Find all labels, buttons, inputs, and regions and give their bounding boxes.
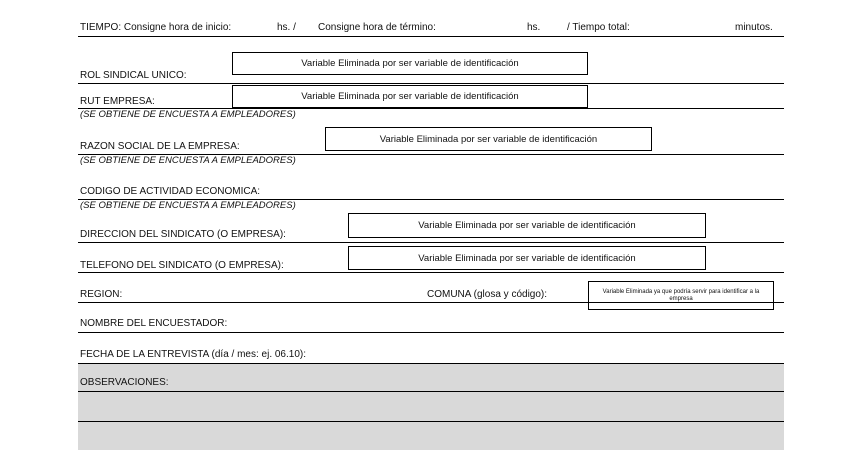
tiempo-termino-label: Consigne hora de término: [318,22,436,33]
row-line-region [78,302,784,303]
row-line-telefono [78,272,784,273]
row-line-encuestador [78,332,784,333]
comuna-label: COMUNA (glosa y código): [427,289,548,300]
razon-label: RAZON SOCIAL DE LA EMPRESA: [80,141,240,152]
tiempo-total-label: / Tiempo total: [567,22,630,33]
comuna-field[interactable]: Variable Eliminada ya que podría servir para identificar a la empresa [588,281,774,310]
rut-field[interactable]: Variable Eliminada por ser variable de identificación [232,85,588,108]
fecha-label: FECHA DE LA ENTREVISTA (día / mes: ej. 06.10): [80,349,307,360]
tiempo-minutos: minutos. [735,22,773,33]
rut-note: (SE OBTIENE DE ENCUESTA A EMPLEADORES) [80,109,296,120]
encuestador-label: NOMBRE DEL ENCUESTADOR: [80,318,228,329]
observaciones-label: OBSERVACIONES: [80,377,169,388]
row-line-rol [78,83,784,84]
row-line-observaciones-2 [78,421,784,422]
direccion-label: DIRECCION DEL SINDICATO (O EMPRESA): [80,229,286,240]
rol-field[interactable]: Variable Eliminada por ser variable de identificación [232,52,588,75]
region-label: REGION: [80,289,123,300]
row-line-observaciones-1 [78,391,784,392]
observaciones-area[interactable] [78,364,784,450]
tiempo-label: TIEMPO: Consigne hora de inicio: [80,22,232,33]
razon-note: (SE OBTIENE DE ENCUESTA A EMPLEADORES) [80,155,296,166]
tiempo-hrs2: hs. [527,22,541,33]
rut-label: RUT EMPRESA: [80,96,155,107]
rol-label: ROL SINDICAL UNICO: [80,70,187,81]
razon-field[interactable]: Variable Eliminada por ser variable de identificación [325,127,652,151]
tiempo-hrs1: hs. / [277,22,296,33]
row-line-direccion [78,242,784,243]
row-line-tiempo [78,36,784,37]
codigo-note: (SE OBTIENE DE ENCUESTA A EMPLEADORES) [80,200,296,211]
telefono-label: TELEFONO DEL SINDICATO (O EMPRESA): [80,260,284,271]
telefono-field[interactable]: Variable Eliminada por ser variable de identificación [348,246,706,270]
codigo-label: CODIGO DE ACTIVIDAD ECONOMICA: [80,186,261,197]
direccion-field[interactable]: Variable Eliminada por ser variable de identificación [348,213,706,238]
